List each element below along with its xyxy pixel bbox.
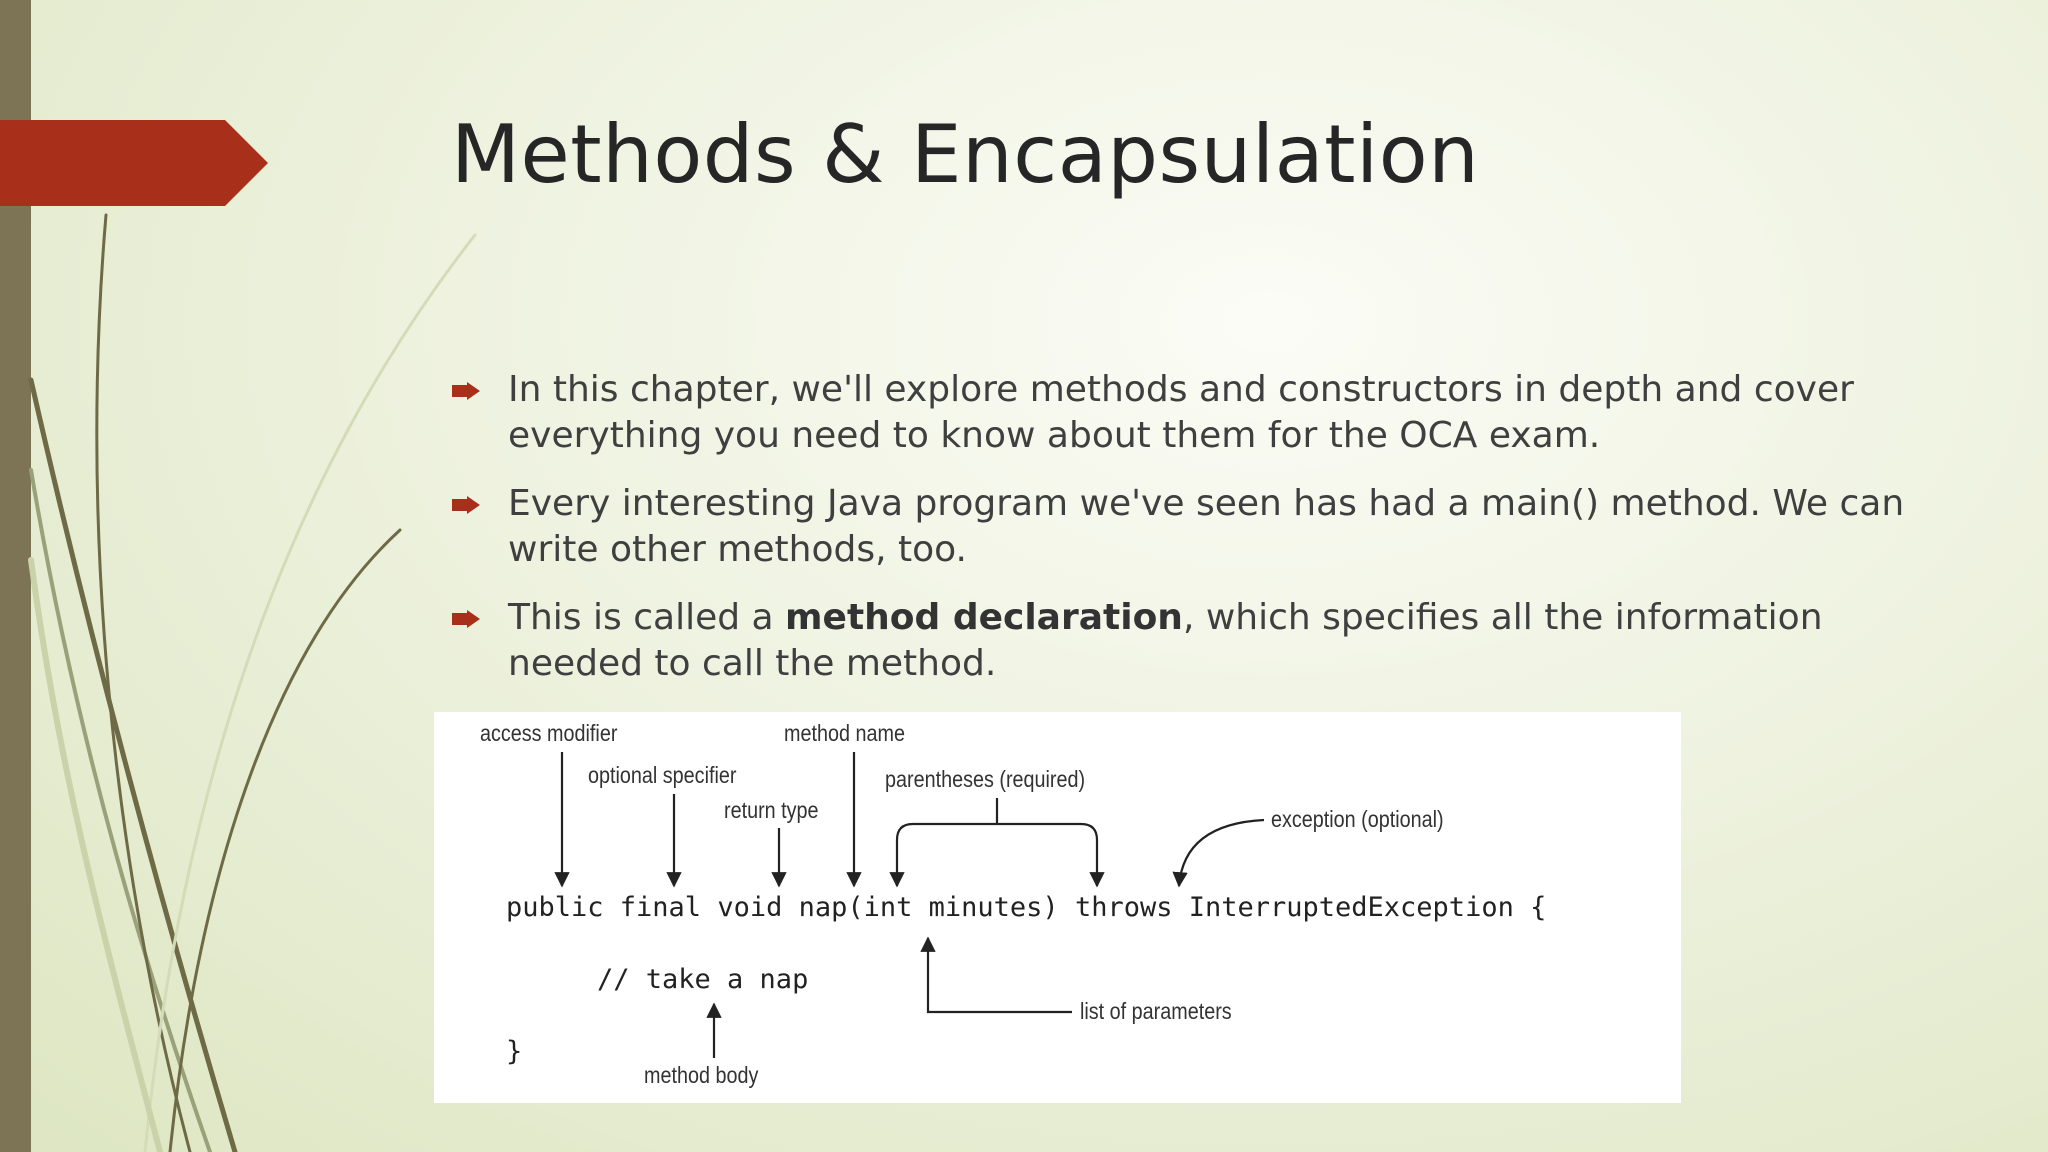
label-return-type: return type bbox=[724, 797, 819, 823]
bullet-text-bold: method declaration bbox=[785, 597, 1183, 638]
bullet-text: In this chapter, we'll explore methods and constructors in depth and cover everything you need to know about them for the OCA exam. bbox=[508, 369, 1854, 456]
code-line-signature: public final void nap(int minutes) throws InterruptedException { bbox=[506, 892, 1547, 923]
bullet-text-after: , which specifies all the information needed to call the method. bbox=[508, 597, 1823, 684]
slide-title: Methods & Encapsulation bbox=[451, 108, 1480, 201]
label-optional-specifier: optional specifier bbox=[588, 762, 737, 788]
label-method-body: method body bbox=[644, 1062, 759, 1088]
bullet-text-before: This is called a bbox=[508, 597, 786, 638]
bullet-item bbox=[452, 481, 1932, 573]
label-list-of-parameters: list of parameters bbox=[1080, 998, 1232, 1024]
code-line-close: } bbox=[506, 1036, 523, 1067]
label-method-name: method name bbox=[784, 720, 905, 746]
bullet-text: Every interesting Java program we've seen has had a main() method. We can write other methods, too. bbox=[508, 483, 1905, 570]
code-line-comment: // take a nap bbox=[597, 964, 809, 995]
bullet-item bbox=[452, 367, 1932, 459]
bullet-item bbox=[452, 595, 1932, 687]
arrow-bullet-icon bbox=[452, 382, 480, 400]
arrow-bullet-icon bbox=[452, 496, 480, 514]
label-exception: exception (optional) bbox=[1271, 806, 1444, 832]
title-ribbon bbox=[0, 120, 270, 206]
arrow-bullet-icon bbox=[452, 610, 480, 628]
label-access-modifier: access modifier bbox=[480, 720, 618, 746]
label-parentheses: parentheses (required) bbox=[885, 766, 1086, 792]
bullet-list bbox=[452, 367, 1932, 709]
method-declaration-diagram bbox=[434, 712, 1681, 1103]
